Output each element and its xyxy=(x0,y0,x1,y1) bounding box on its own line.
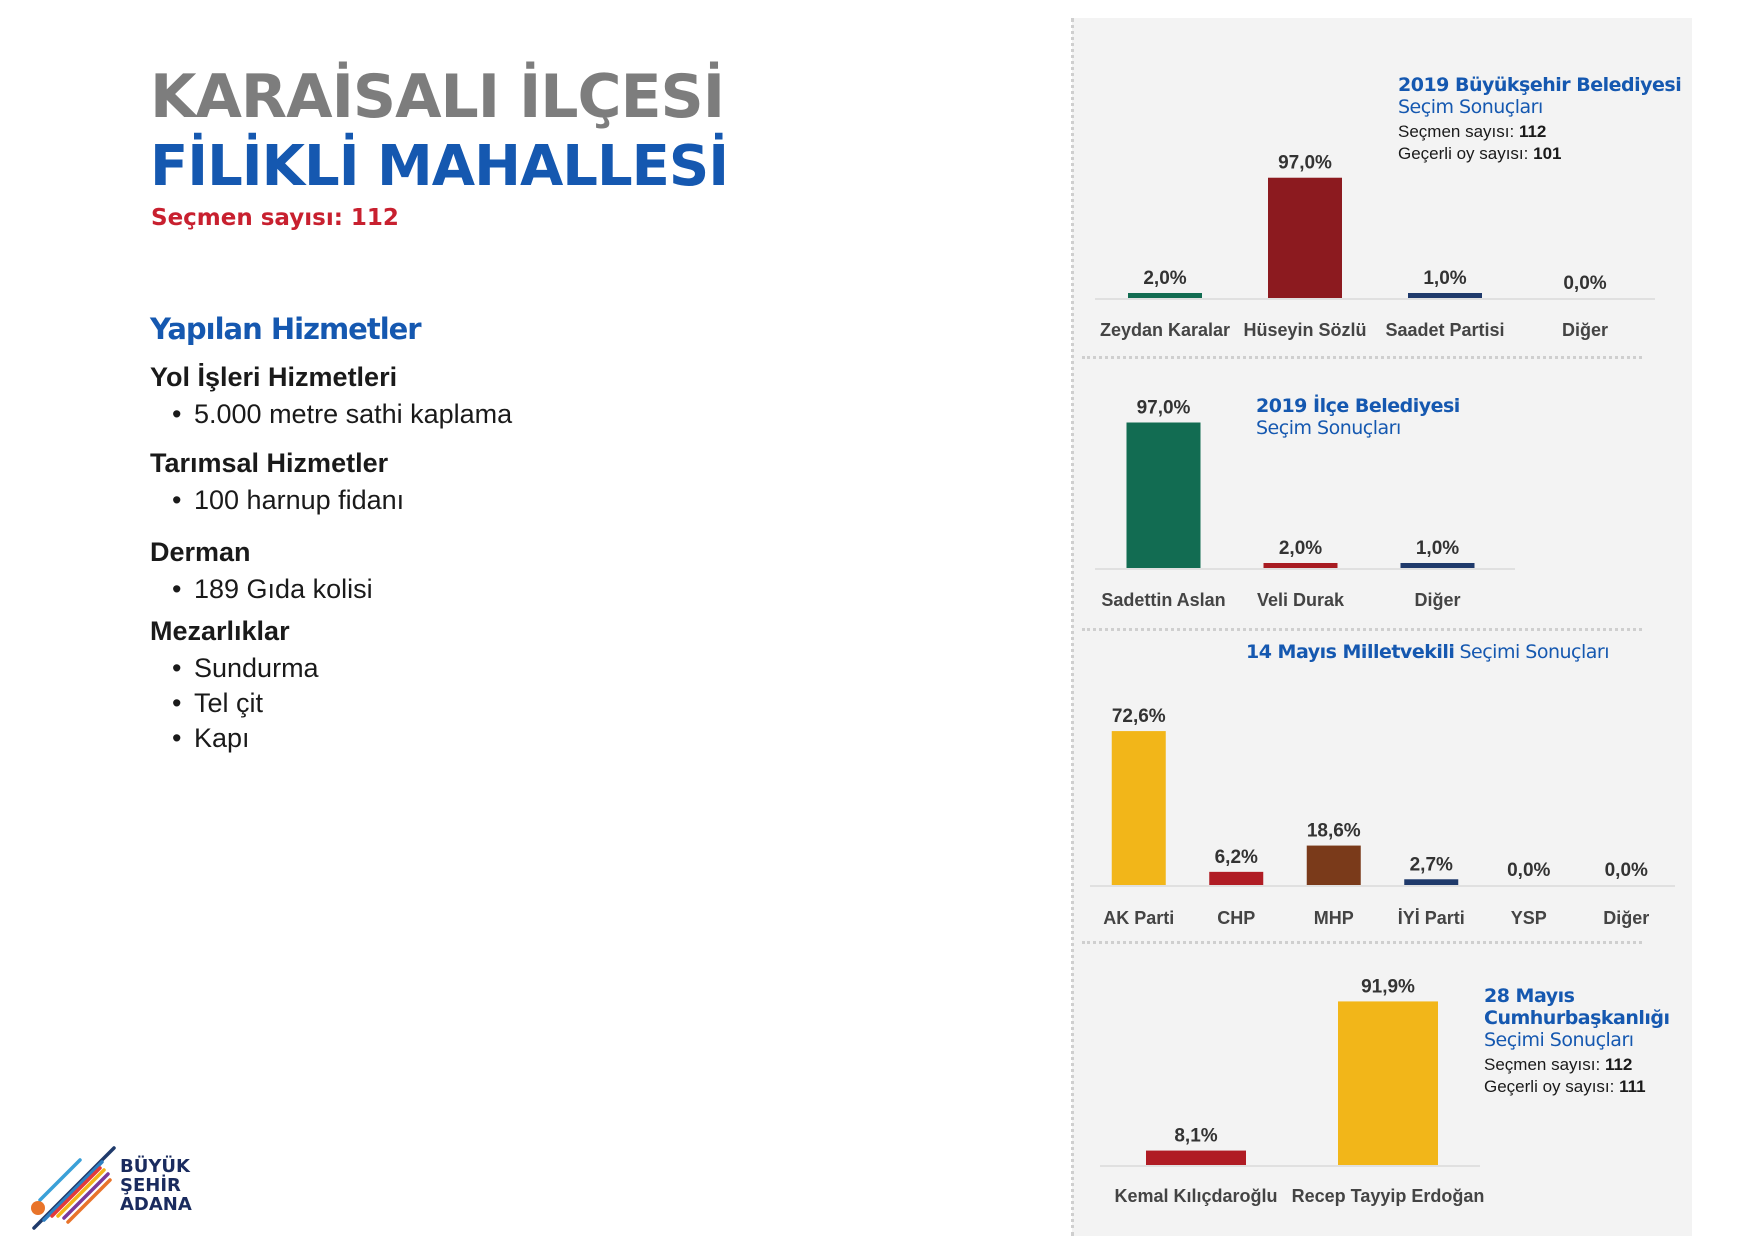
service-item: • Kapı xyxy=(150,721,650,756)
chart-title-milletvekili: 14 Mayıs Milletvekili Seçimi Sonuçları xyxy=(1246,641,1610,663)
services-title: Yapılan Hizmetler xyxy=(150,312,421,346)
category-label: Zeydan Karalar xyxy=(1099,320,1231,340)
service-heading: Tarımsal Hizmetler xyxy=(150,448,389,478)
voter-count-value: 112 xyxy=(350,205,399,231)
category-label: AK Parti xyxy=(1103,908,1175,928)
category-label: YSP xyxy=(1510,908,1547,928)
data-label: 72,6% xyxy=(1111,706,1166,728)
category-label: Recep Tayyip Erdoğan xyxy=(1291,1186,1485,1206)
panel-divider xyxy=(1071,18,1074,1236)
neighborhood-title: FİLİKLİ MAHALLESİ xyxy=(150,134,729,199)
category-label: Saadet Partisi xyxy=(1385,320,1505,340)
category-label: Kemal Kılıçdaroğlu xyxy=(1114,1186,1278,1206)
service-heading: Mezarlıklar xyxy=(150,616,290,646)
service-group-cemeteries xyxy=(150,616,650,756)
service-heading: Yol İşleri Hizmetleri xyxy=(150,362,398,392)
bar-mhp xyxy=(1307,846,1361,885)
service-heading: Derman xyxy=(150,537,251,567)
data-label: 0,0% xyxy=(1604,860,1648,881)
category-label: Diğer xyxy=(1603,908,1650,928)
chart-ilce xyxy=(1095,388,1535,618)
service-item: • 5.000 metre sathi kaplama xyxy=(150,397,650,432)
service-item: • Tel çit xyxy=(150,686,650,721)
data-label: 18,6% xyxy=(1306,820,1361,842)
chart-title-ilce: 2019 İlçe Belediyesi Seçim Sonuçları xyxy=(1256,395,1460,439)
category-label: İYİ Parti xyxy=(1397,908,1465,928)
category-label: Diğer xyxy=(1414,590,1461,610)
section-divider xyxy=(1082,941,1642,944)
buyuksehir-logo-icon xyxy=(28,1140,120,1232)
service-group-agriculture xyxy=(150,448,650,518)
bar-diğer xyxy=(1401,563,1475,568)
service-group-derman xyxy=(150,537,650,607)
data-label: 2,0% xyxy=(1143,268,1187,289)
data-label: 91,9% xyxy=(1361,976,1415,998)
chart-milletvekili xyxy=(1090,660,1680,940)
data-label: 2,0% xyxy=(1278,538,1323,559)
bar-veli-durak xyxy=(1264,563,1338,568)
chart-cumhurbaskanligi xyxy=(1100,960,1500,1220)
bar-ak-parti xyxy=(1112,731,1166,885)
chart-title-buyuksehir: 2019 Büyükşehir Belediyesi Seçim Sonuçları Seçmen sayısı: 112 Geçerli oy sayısı: 101 xyxy=(1398,74,1682,163)
data-label: 6,2% xyxy=(1214,846,1258,868)
bar-zeydan-karalar xyxy=(1128,293,1202,298)
section-divider xyxy=(1082,628,1642,631)
category-label: Diğer xyxy=(1561,320,1609,340)
data-label: 2,7% xyxy=(1409,854,1453,876)
data-label: 97,0% xyxy=(1278,152,1332,174)
section-divider xyxy=(1082,356,1642,359)
service-item: • Sundurma xyxy=(150,651,650,686)
data-label: 0,0% xyxy=(1563,273,1607,294)
data-label: 97,0% xyxy=(1136,397,1191,419)
bar-chp xyxy=(1209,872,1263,885)
category-label: CHP xyxy=(1217,908,1256,928)
bar-recep-tayyip-erdoğan xyxy=(1338,1001,1438,1165)
chart-title-cumhurbaskanligi: 28 Mayıs Cumhurbaşkanlığı Seçimi Sonuçları Seçmen sayısı: 112 Geçerli oy sayısı: 111 xyxy=(1484,985,1670,1096)
service-item: • 100 harnup fidanı xyxy=(150,483,650,518)
category-label: MHP xyxy=(1313,908,1354,928)
data-label: 1,0% xyxy=(1415,538,1460,559)
service-item: • 189 Gıda kolisi xyxy=(150,572,650,607)
bar-hüseyin-sözlü xyxy=(1268,178,1342,298)
logo-text: BÜYÜK ŞEHİR ADANA xyxy=(120,1156,192,1215)
service-group-roads xyxy=(150,362,650,432)
district-title: KARAİSALI İLÇESİ xyxy=(150,62,725,132)
data-label: 1,0% xyxy=(1423,268,1467,289)
chart-buyuksehir xyxy=(1095,70,1675,350)
category-label: Hüseyin Sözlü xyxy=(1243,320,1367,340)
data-label: 8,1% xyxy=(1174,1125,1218,1147)
bar-saadet-partisi xyxy=(1408,293,1482,298)
bar-kemal-kılıçdaroğlu xyxy=(1146,1151,1246,1165)
category-label: Sadettin Aslan xyxy=(1101,590,1226,610)
data-label: 0,0% xyxy=(1507,860,1551,881)
bar-i̇yi̇-parti xyxy=(1404,879,1458,885)
voter-count-label: Seçmen sayısı: xyxy=(151,205,343,231)
category-label: Veli Durak xyxy=(1256,590,1345,610)
bar-sadettin-aslan xyxy=(1127,423,1201,569)
voter-count xyxy=(151,205,399,231)
